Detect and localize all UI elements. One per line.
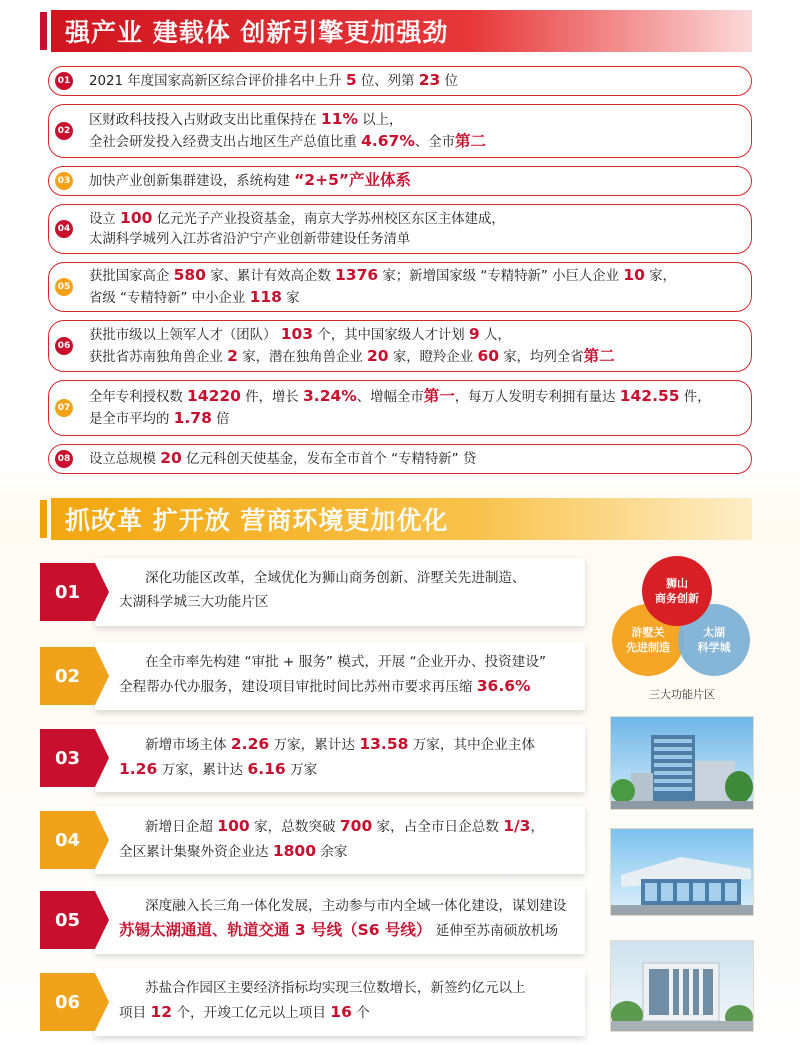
building-photo-1	[610, 716, 754, 810]
text-segment: 家；新增国家级 “专精特新” 小巨人企业	[378, 269, 624, 284]
item-number-badge: 04	[55, 220, 73, 238]
highlight-value: 1800	[272, 842, 316, 860]
text-line	[119, 839, 575, 864]
reform-item	[40, 642, 585, 710]
venn-caption: 三大功能片区	[649, 688, 715, 701]
text-segment: 以上，	[358, 113, 403, 128]
text-segment: 深度融入长三角一体化发展，主动参与市内全域一体化建设，谋划建设	[145, 898, 567, 914]
text-segment: 2021 年度国家高新区综合评价排名中上升	[89, 74, 346, 89]
text-segment: 深化功能区改革，全域优化为狮山商务创新、浒墅关先进制造、	[145, 570, 526, 586]
text-line	[89, 324, 615, 346]
item-number-badge: 05	[55, 278, 73, 296]
industry-item	[48, 380, 752, 436]
text-segment: 获批省苏南独角兽企业	[89, 350, 228, 365]
text-segment: 设立总规模	[89, 452, 161, 467]
text-segment: 家，占全市日企总数	[372, 819, 504, 835]
text-segment: 全程帮办代办服务，建设项目审批时间比苏州市要求再压缩	[119, 679, 477, 695]
highlight-value: 580	[173, 266, 206, 284]
industry-item	[48, 204, 752, 254]
text-segment: 、增幅全市	[356, 390, 424, 405]
industry-item	[48, 166, 752, 196]
highlight-value: 13.58	[359, 735, 409, 753]
text-line	[119, 566, 575, 590]
highlight-value: 60	[477, 347, 500, 365]
item-number-tag: 03	[40, 729, 95, 787]
banner-accent	[40, 500, 47, 538]
reform-item	[40, 558, 585, 626]
text-segment: 项目	[119, 1005, 151, 1021]
venn-circle-shishan	[642, 556, 712, 626]
section-banner-industry	[40, 8, 752, 54]
text-segment: 位	[440, 74, 458, 89]
text-segment: 区财政科技投入占财政支出比重保持在	[89, 113, 321, 128]
highlight-value: 14220	[187, 387, 241, 405]
item-text	[89, 109, 486, 153]
venn-circle-label: 浒墅关 先进制造	[626, 626, 670, 654]
highlight-value: 20	[367, 347, 389, 365]
item-number-tag: 06	[40, 973, 95, 1031]
text-segment: 在全市率先构建 “审批 + 服务” 模式，开展 “企业开办、投资建设”	[145, 654, 547, 670]
item-card	[95, 558, 585, 626]
reform-item	[40, 968, 585, 1036]
highlight-value: 2	[227, 347, 238, 365]
highlight-value: 142.55	[619, 387, 680, 405]
item-text	[89, 448, 476, 470]
highlight-value: 16	[330, 1003, 352, 1021]
item-number-tag: 04	[40, 811, 95, 869]
text-segment: 获批市级以上领军人才（团队）	[89, 328, 281, 343]
text-segment: 苏盐合作园区主要经济指标均实现三位数增长，新签约亿元以上	[145, 980, 526, 996]
item-number-badge: 07	[55, 399, 73, 417]
highlight-value: 1376	[335, 266, 379, 284]
building-photo-3	[610, 940, 754, 1032]
text-segment: 个，开竣工亿元以上项目	[172, 1005, 331, 1021]
highlight-value: 3.24%	[303, 387, 357, 405]
item-text	[89, 70, 458, 92]
text-line	[89, 170, 411, 192]
highlight-value: 36.6%	[476, 677, 531, 695]
text-segment: 获批国家高企	[89, 269, 174, 284]
item-text	[89, 170, 411, 192]
text-segment: 人，	[479, 328, 511, 343]
text-segment: 全年专利授权数	[89, 390, 187, 405]
item-number-badge: 06	[55, 337, 73, 355]
highlight-value: 23	[418, 71, 441, 89]
building-photo-2	[610, 828, 754, 916]
text-segment: 家，均列全省	[499, 350, 584, 365]
item-number-tag: 01	[40, 563, 95, 621]
text-line	[89, 230, 505, 250]
item-card	[95, 724, 585, 792]
text-segment: 件，增长	[240, 390, 304, 405]
section-title: 强产业 建载体 创新引擎更加强劲	[51, 10, 752, 52]
text-segment: 太湖科学城三大功能片区	[119, 594, 269, 610]
text-line	[89, 131, 486, 153]
text-line	[119, 814, 575, 839]
item-text	[89, 208, 505, 250]
item-number-tag: 02	[40, 647, 95, 705]
text-line	[119, 674, 575, 699]
industry-item	[48, 444, 752, 474]
item-number-badge: 03	[55, 172, 73, 190]
text-segment: ，	[530, 819, 545, 835]
text-line	[89, 408, 711, 430]
text-segment: 位、列第	[356, 74, 419, 89]
text-segment: 万家，累计达	[157, 762, 248, 778]
highlight-value: 700	[339, 817, 373, 835]
text-segment: 家、累计有效高企数	[205, 269, 335, 284]
reform-item	[40, 724, 585, 792]
text-line	[89, 346, 615, 368]
text-line	[119, 918, 575, 943]
text-segment: 设立	[89, 212, 121, 227]
text-segment: 、全市	[414, 135, 456, 150]
highlight-value: 1.26	[119, 760, 158, 778]
text-segment: 新增市场主体	[145, 737, 231, 753]
item-text	[89, 324, 615, 368]
item-text	[89, 386, 711, 430]
text-segment: 家，	[644, 269, 676, 284]
section-title: 抓改革 扩开放 营商环境更加优化	[51, 498, 752, 540]
highlight-value: 11%	[320, 110, 359, 128]
venn-circle-label: 狮山 商务创新	[655, 577, 699, 605]
highlight-value: 9	[468, 325, 480, 343]
text-line	[119, 650, 575, 674]
highlight-value: 2.26	[230, 735, 270, 753]
text-segment: 省级 “专精特新” 中小企业	[89, 291, 250, 306]
text-segment: 延伸至苏南硕放机场	[431, 923, 559, 939]
text-line	[89, 70, 458, 92]
industry-item	[48, 262, 752, 312]
function-zone-venn	[612, 556, 752, 686]
text-segment: 万家，其中企业主体	[408, 737, 536, 753]
text-line	[89, 287, 676, 309]
text-segment: 太湖科学城列入江苏省沿沪宁产业创新带建设任务清单	[89, 232, 411, 247]
text-segment: 全社会研发投入经费支出占地区生产总值比重	[89, 135, 362, 150]
text-segment: 倍	[211, 412, 230, 427]
item-number-badge: 02	[55, 122, 73, 140]
industry-item	[48, 320, 752, 372]
item-card	[95, 968, 585, 1036]
highlight-value: 12	[150, 1003, 173, 1021]
highlight-value: 10	[623, 266, 645, 284]
highlight-value: 100	[217, 817, 250, 835]
highlight-value: 4.67%	[361, 132, 415, 150]
text-segment: 个，其中国家级人才计划	[313, 328, 469, 343]
highlight-value: 第二	[455, 132, 487, 150]
highlight-value: 118	[249, 288, 282, 306]
highlight-value: 苏锡太湖通道、轨道交通 3 号线（S6 号线）	[119, 921, 432, 939]
banner-accent	[40, 12, 47, 50]
text-segment: 件，	[679, 390, 711, 405]
item-card	[95, 806, 585, 874]
industry-item	[48, 66, 752, 96]
text-segment: 亿元光子产业投资基金，南京大学苏州校区东区主体建成，	[152, 212, 505, 227]
reform-item	[40, 886, 585, 954]
text-segment: 家	[281, 291, 300, 306]
item-text	[89, 265, 676, 309]
text-segment: 亿元科创天使基金，发布全市首个 “专精特新” 贷	[181, 452, 477, 467]
text-segment: 万家，累计达	[269, 737, 360, 753]
text-segment: 新增日企超	[145, 819, 218, 835]
highlight-value: 第一	[423, 387, 455, 405]
highlight-value: 6.16	[247, 760, 286, 778]
text-segment: 万家	[285, 762, 318, 778]
text-line	[89, 208, 505, 230]
text-line	[89, 386, 711, 408]
item-number-tag: 05	[40, 891, 95, 949]
highlight-value: “2+5”产业体系	[294, 171, 412, 189]
industry-item	[48, 104, 752, 158]
text-segment: 加快产业创新集群建设，系统构建	[89, 174, 295, 189]
text-line	[89, 265, 676, 287]
venn-circle-label: 太湖 科学城	[697, 626, 731, 654]
text-line	[119, 732, 575, 757]
text-line	[89, 448, 476, 470]
text-line	[89, 109, 486, 131]
text-line	[119, 894, 575, 918]
highlight-value: 20	[160, 449, 182, 467]
item-card	[95, 642, 585, 710]
text-segment: ，每万人发明专利拥有量达	[454, 390, 620, 405]
highlight-value: 1.78	[173, 409, 212, 427]
text-line	[119, 757, 575, 782]
text-segment: 家，潜在独角兽企业	[237, 350, 367, 365]
text-segment: 全区累计集聚外资企业达	[119, 844, 273, 860]
item-number-badge: 08	[55, 450, 73, 468]
text-line	[119, 976, 575, 1000]
highlight-value: 第二	[583, 347, 615, 365]
item-number-badge: 01	[55, 72, 73, 90]
section-banner-reform	[40, 496, 752, 542]
text-segment: 余家	[316, 844, 348, 860]
text-segment: 个	[351, 1005, 370, 1021]
text-line	[119, 1000, 575, 1025]
highlight-value: 103	[280, 325, 314, 343]
text-segment: 家，瞪羚企业	[388, 350, 478, 365]
text-line	[119, 590, 575, 614]
highlight-value: 5	[345, 71, 357, 89]
highlight-value: 100	[120, 209, 153, 227]
text-segment: 是全市平均的	[89, 412, 174, 427]
item-card	[95, 886, 585, 954]
highlight-value: 1/3	[503, 817, 531, 835]
text-segment: 家，总数突破	[249, 819, 340, 835]
reform-item	[40, 806, 585, 874]
